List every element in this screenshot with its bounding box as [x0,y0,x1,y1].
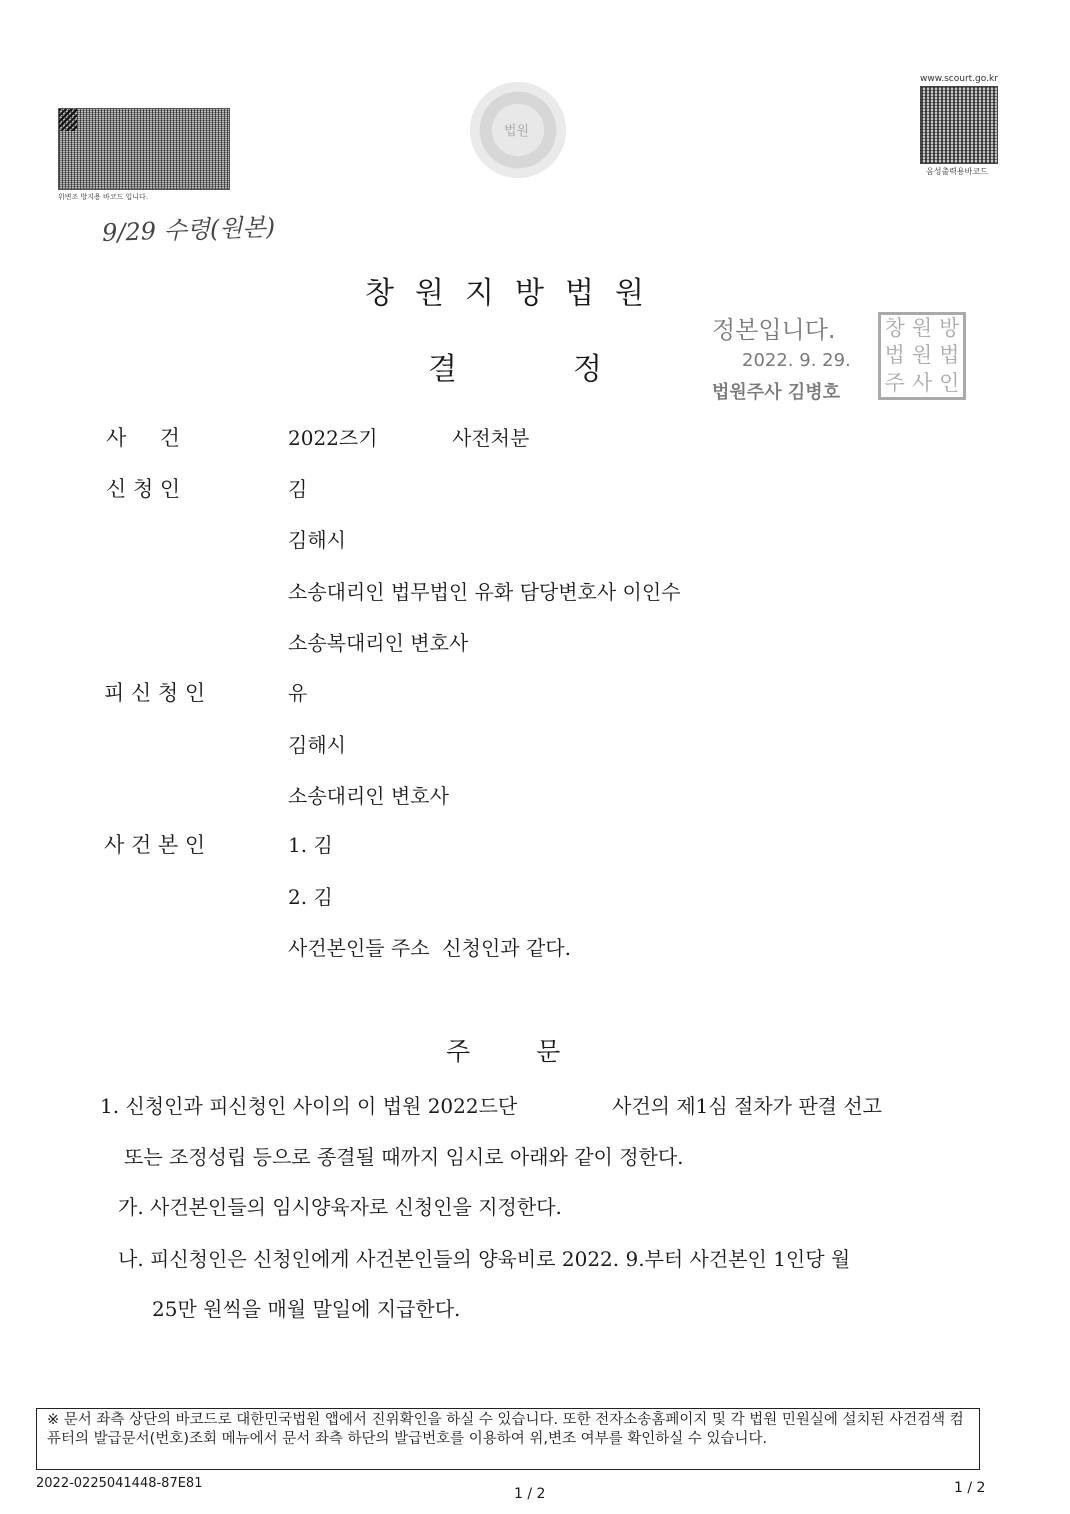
seal-char: 법 [884,343,905,368]
authenticity-notice: ※ 문서 좌측 상단의 바코드로 대한민국법원 앱에서 진위확인을 하실 수 있습니다. 또한 전자소송홈페이지 및 각 법원 민원실에 설치된 사건검색 컴퓨터의 발급문서(번호)조회 메뉴에서 문서 좌측 하단의 발급번호를 이용하여 위,변조 여부를 확인하실 수 있습니다. [36,1408,980,1470]
court-emblem-icon [470,82,566,178]
qr-caption: 음성출력용바코드 [926,167,988,176]
court-name: 창원지방법원 [365,276,665,311]
principal-1: 1. 김 [288,833,333,857]
seal-char: 주 [884,370,905,395]
certification-date: 2022. 9. 29. [742,350,851,371]
order-item-1-part-a: 1. 신청인과 피신청인 사이의 이 법원 2022드단 [100,1094,518,1118]
case-number: 2022즈기 [288,426,378,450]
order-heading-char-1: 주 [446,1037,471,1066]
seal-char: 창 [884,316,905,340]
applicant-subagent: 소송복대리인 변호사 [288,631,469,655]
seal-char: 원 [911,316,933,340]
label-applicant: 신 청 인 [106,477,181,501]
qr-url: www.scourt.go.kr [920,74,998,84]
voice-output-qr-code [920,86,998,164]
page-number-center: 1 / 2 [514,1486,546,1502]
certified-copy-stamp: 정본입니다. [712,316,836,344]
label-case: 사 건 [106,426,180,450]
anti-forgery-barcode [58,108,230,190]
seal-char: 사 [911,370,933,395]
handwritten-note: 9/29 수령(원본) [101,212,276,248]
order-heading-char-2: 문 [536,1037,561,1066]
court-seal-icon [878,312,966,400]
page-number-right: 1 / 2 [954,1480,986,1496]
label-principals: 사 건 본 인 [104,833,206,857]
order-item-na-part-a: 나. 피신청인은 신청인에게 사건본인들의 양육비로 2022. 9.부터 사건본인 1인당 월 [118,1247,851,1271]
seal-char: 법 [939,343,960,368]
document-type-char-1: 결 [428,352,457,387]
emblem-label: 법원 [504,124,530,139]
principal-2: 2. 김 [288,885,333,909]
respondent-agent: 소송대리인 변호사 [288,784,449,808]
order-item-na-part-b: 25만 원씩을 매월 말일에 지급한다. [152,1297,461,1321]
order-item-ga: 가. 사건본인들의 임시양육자로 신청인을 지정한다. [118,1195,562,1219]
respondent-address: 김해시 [288,733,346,757]
principals-address: 사건본인들 주소 신청인과 같다. [288,936,571,960]
respondent-name: 유 [288,681,308,705]
case-name: 사전처분 [452,426,530,450]
seal-char: 인 [939,370,960,395]
label-respondent: 피 신 청 인 [104,681,206,705]
issue-number: 2022-0225041448-87E81 [36,1476,203,1491]
seal-char: 원 [911,343,933,368]
barcode-caption: 위변조 방지용 바코드 입니다. [58,193,149,201]
document-type-char-2: 정 [572,352,602,387]
document-type [428,344,602,388]
order-heading [446,1032,560,1068]
seal-char: 방 [939,316,960,340]
order-item-1-part-b: 사건의 제1심 절차가 판결 선고 [612,1094,882,1118]
court-clerk: 법원주사 김병호 [712,382,840,403]
applicant-name: 김 [288,477,308,501]
applicant-address: 김해시 [288,528,346,552]
applicant-agent: 소송대리인 법무법인 유화 담당변호사 이인수 [288,580,681,604]
order-item-1-part-c: 또는 조정성립 등으로 종결될 때까지 임시로 아래와 같이 정한다. [124,1145,684,1169]
